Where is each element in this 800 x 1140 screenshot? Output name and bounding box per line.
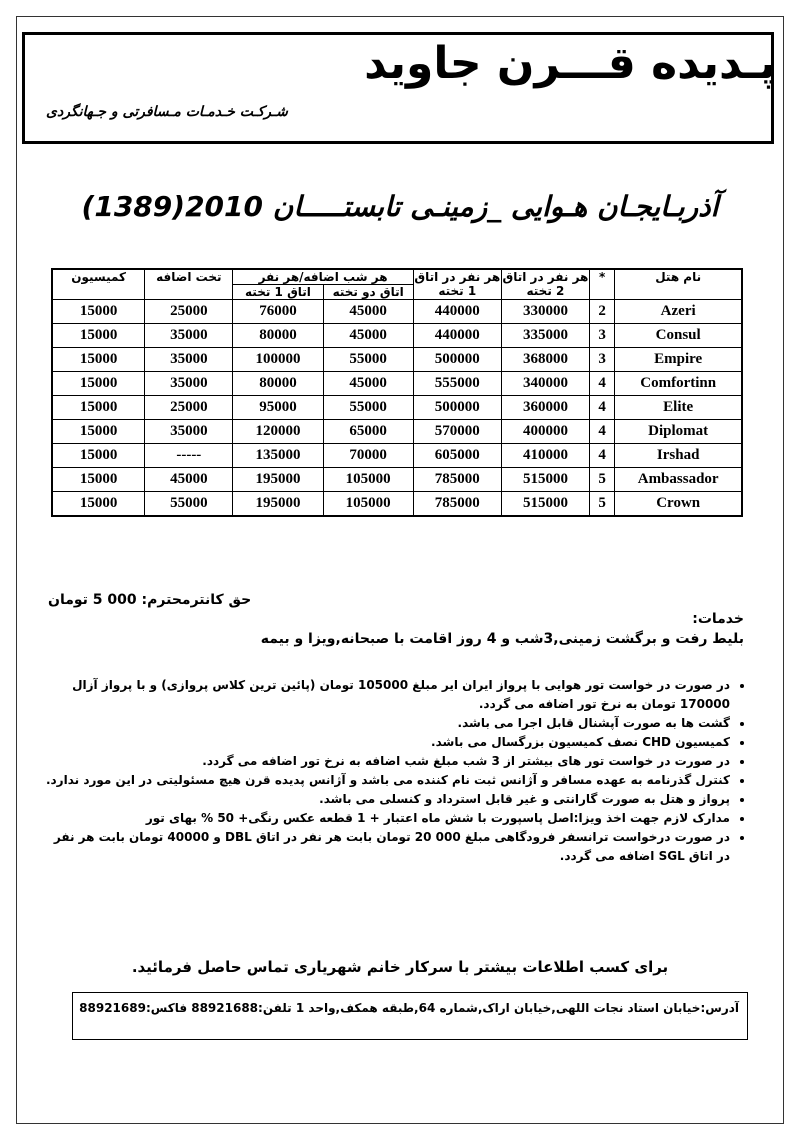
header-commission: کمیسیون xyxy=(52,269,145,300)
extra-bed: ----- xyxy=(145,444,233,468)
price-single: 440000 xyxy=(413,300,501,324)
price-double: 360000 xyxy=(501,396,589,420)
night-single: 80000 xyxy=(233,324,323,348)
night-double: 55000 xyxy=(323,348,413,372)
table-row xyxy=(52,420,742,444)
extra-bed: 25000 xyxy=(145,300,233,324)
table-row xyxy=(52,372,742,396)
price-double: 340000 xyxy=(501,372,589,396)
counter-fee: حق کانترمحترم: 000 5 تومان xyxy=(48,592,252,608)
hotel-name: Azeri xyxy=(615,300,742,324)
contact-line: برای کسب اطلاعات بیشتر با سرکار خانم شهریاری تماس حاصل فرمائید. xyxy=(131,958,669,976)
price-double: 410000 xyxy=(501,444,589,468)
commission: 15000 xyxy=(52,300,145,324)
star-rating: 4 xyxy=(590,420,615,444)
note-item: • در صورت در خواست تور هوایی با پرواز ایران ایر مبلغ 105000 تومان (پائین ترین کلاس پروازی) و با پرواز آزال 170000 تومان به نرخ تور اضافه می گردد. xyxy=(40,676,730,714)
price-double: 400000 xyxy=(501,420,589,444)
night-double: 105000 xyxy=(323,492,413,517)
extra-bed: 45000 xyxy=(145,468,233,492)
commission: 15000 xyxy=(52,348,145,372)
star-rating: 4 xyxy=(590,372,615,396)
price-double: 330000 xyxy=(501,300,589,324)
price-single: 500000 xyxy=(413,396,501,420)
table-row xyxy=(52,348,742,372)
price-single: 555000 xyxy=(413,372,501,396)
header-extra-bed: تخت اضافه xyxy=(145,269,233,300)
commission: 15000 xyxy=(52,492,145,517)
star-rating: 2 xyxy=(590,300,615,324)
hotel-name: Irshad xyxy=(615,444,742,468)
price-single: 500000 xyxy=(413,348,501,372)
header-hotel-name: نام هتل xyxy=(615,269,742,300)
night-double: 55000 xyxy=(323,396,413,420)
note-item: • در صورت در خواست تور های بیشتر از 3 شب مبلغ شب اضافه به نرخ تور اضافه می گردد. xyxy=(40,752,730,771)
commission: 15000 xyxy=(52,420,145,444)
table-row xyxy=(52,492,742,517)
commission: 15000 xyxy=(52,372,145,396)
price-double: 368000 xyxy=(501,348,589,372)
header-double-room: هر نفر در اتاق 2 تخته xyxy=(502,270,589,298)
night-double: 70000 xyxy=(323,444,413,468)
night-double: 65000 xyxy=(323,420,413,444)
address-text: آدرس:خیابان استاد نجات اللهی,خیابان اراک,شماره 64,طبقه همکف,واحد 1 تلفن:88921688 فاکس:88921689 xyxy=(79,1001,739,1015)
header-extra-night-double: اتاق دو تخته xyxy=(323,285,413,300)
hotel-name: Comfortinn xyxy=(615,372,742,396)
extra-bed: 55000 xyxy=(145,492,233,517)
price-double: 515000 xyxy=(501,492,589,517)
star-rating: 3 xyxy=(590,324,615,348)
extra-bed: 35000 xyxy=(145,420,233,444)
hotel-name: Crown xyxy=(615,492,742,517)
price-single: 605000 xyxy=(413,444,501,468)
header-extra-night: هر شب اضافه/هر نفر xyxy=(233,269,413,285)
services-text: بلیط رفت و برگشت زمینی,3شب و 4 روز اقامت با صبحانه,ویزا و بیمه xyxy=(260,631,744,647)
night-single: 76000 xyxy=(233,300,323,324)
header-star: * xyxy=(590,269,615,300)
note-item: • گشت ها به صورت آپشنال قابل اجرا می باشد. xyxy=(40,714,730,733)
commission: 15000 xyxy=(52,468,145,492)
night-double: 45000 xyxy=(323,372,413,396)
price-single: 785000 xyxy=(413,492,501,517)
commission: 15000 xyxy=(52,324,145,348)
price-single: 440000 xyxy=(413,324,501,348)
price-table xyxy=(51,268,743,517)
night-single: 135000 xyxy=(233,444,323,468)
commission: 15000 xyxy=(52,444,145,468)
price-double: 335000 xyxy=(501,324,589,348)
extra-bed: 35000 xyxy=(145,348,233,372)
night-single: 195000 xyxy=(233,468,323,492)
notes-list xyxy=(40,676,756,866)
table-row xyxy=(52,444,742,468)
night-single: 195000 xyxy=(233,492,323,517)
table-row xyxy=(52,324,742,348)
table-row xyxy=(52,468,742,492)
services-label: خدمات: xyxy=(692,611,744,627)
table-row xyxy=(52,396,742,420)
star-rating: 5 xyxy=(590,492,615,517)
star-rating: 4 xyxy=(590,444,615,468)
commission: 15000 xyxy=(52,396,145,420)
tour-title: آذربـایجـان هـوایی _زمینـی تابستـــــان 2010(1389) xyxy=(81,190,719,223)
hotel-name: Consul xyxy=(615,324,742,348)
hotel-name: Ambassador xyxy=(615,468,742,492)
star-rating: 4 xyxy=(590,396,615,420)
note-item: • در صورت درخواست ترانسفر فرودگاهی مبلغ 000 20 تومان بابت هر نفر در اتاق DBL و 40000 تومان بابت هر نفر در اتاق SGL اضافه می گردد. xyxy=(40,828,730,866)
table-row xyxy=(52,300,742,324)
night-single: 120000 xyxy=(233,420,323,444)
hotel-name: Empire xyxy=(615,348,742,372)
extra-bed: 35000 xyxy=(145,324,233,348)
night-double: 45000 xyxy=(323,300,413,324)
star-rating: 3 xyxy=(590,348,615,372)
night-single: 100000 xyxy=(233,348,323,372)
price-single: 785000 xyxy=(413,468,501,492)
header-single-room: هر نفر در اتاق 1 تخته xyxy=(414,270,501,298)
night-single: 95000 xyxy=(233,396,323,420)
hotel-name: Diplomat xyxy=(615,420,742,444)
extra-bed: 25000 xyxy=(145,396,233,420)
night-double: 45000 xyxy=(323,324,413,348)
price-single: 570000 xyxy=(413,420,501,444)
company-tagline: شـرکـت خـدمـات مـسافرتی و جـهانگردی xyxy=(46,104,288,120)
company-name: پـدیده قـــرن جاوید xyxy=(364,38,776,89)
header-extra-night-single: اتاق 1 تخته xyxy=(233,285,323,300)
note-item: • پرواز و هتل به صورت گارانتی و غیر قابل استرداد و کنسلی می باشد. xyxy=(40,790,730,809)
hotel-name: Elite xyxy=(615,396,742,420)
address-box xyxy=(72,992,748,1040)
note-item: • مدارک لازم جهت اخذ ویزا:اصل پاسپورت با شش ماه اعتبار + 1 قطعه عکس رنگی+ 50 % بهای تور xyxy=(40,809,730,828)
note-item: • کنترل گذرنامه به عهده مسافر و آژانس ثبت نام کننده می باشد و آژانس پدیده قرن هیچ مسئولیتی در این مورد ندارد. xyxy=(40,771,730,790)
price-double: 515000 xyxy=(501,468,589,492)
extra-bed: 35000 xyxy=(145,372,233,396)
night-double: 105000 xyxy=(323,468,413,492)
star-rating: 5 xyxy=(590,468,615,492)
note-item: • کمیسیون CHD نصف کمیسیون بزرگسال می باشد. xyxy=(40,733,730,752)
night-single: 80000 xyxy=(233,372,323,396)
